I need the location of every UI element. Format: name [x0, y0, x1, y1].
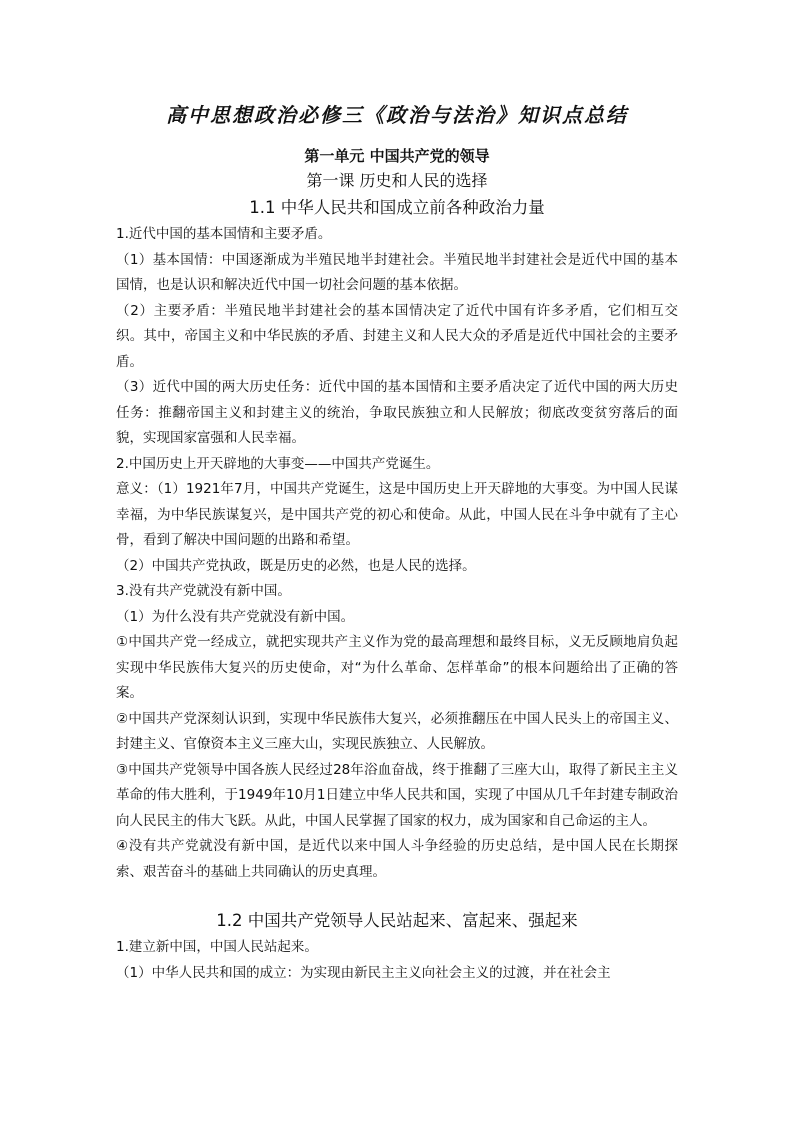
paragraph: ①中国共产党一经成立，就把实现共产主义作为党的最高理想和最终目标，义无反顾地肩负起实现中华民族伟大复兴的历史使命，对“为什么革命、怎样革命”的根本问题给出了正确的答案。	[116, 634, 678, 701]
paragraph: 3.没有共产党就没有新中国。	[116, 583, 291, 599]
paragraph: ②中国共产党深刻认识到，实现中华民族伟大复兴，必须推翻压在中国人民头上的帝国主义、封建主义、官僚资本主义三座大山，实现民族独立、人民解放。	[116, 710, 678, 752]
paragraph: （1）为什么没有共产党就没有新中国。	[116, 608, 355, 625]
document-title: 高中思想政治必修三《政治与法治》知识点总结	[166, 103, 628, 127]
paragraph: 2.中国历史上开天辟地的大事变——中国共产党诞生。	[116, 455, 440, 472]
paragraph: （1）中华人民共和国的成立：为实现由新民主主义向社会主义的过渡，并在社会主	[116, 964, 611, 981]
document-content	[116, 98, 678, 986]
paragraph: （1）基本国情：中国逐渐成为半殖民地半封建社会。半殖民地半封建社会是近代中国的基本国情，也是认识和解决近代中国一切社会问题的基本依据。	[116, 251, 678, 293]
paragraph: ③中国共产党领导中国各族人民经过28年浴血奋战，终于推翻了三座大山，取得了新民主主义革命的伟大胜利，于1949年10月1日建立中华人民共和国，实现了中国从几千年封建专制政治向人民民主的伟大飞跃。从此，中国人民掌握了国家的权力，成为国家和自己命运的主人。	[116, 761, 678, 829]
paragraph: 1.近代中国的基本国情和主要矛盾。	[116, 226, 332, 242]
paragraph: 意义：（1）1921年7月，中国共产党诞生，这是中国历史上开天辟地的大事变。为中国人民谋幸福，为中华民族谋复兴，是中国共产党的初心和使命。从此，中国人民在斗争中就有了主心骨，看到了解决中国问题的出路和希望。	[116, 481, 678, 548]
unit-title: 第一单元 中国共产党的领导	[304, 147, 490, 165]
section-title-1-1: 1.1 中华人民共和国成立前各种政治力量	[249, 198, 545, 217]
paragraph: （2）中国共产党执政，既是历史的必然，也是人民的选择。	[116, 557, 476, 574]
paragraph: ④没有共产党就没有新中国，是近代以来中国人斗争经验的历史总结，是中国人民在长期探索、艰苦奋斗的基础上共同确认的历史真理。	[116, 838, 678, 880]
paragraph: （2）主要矛盾：半殖民地半封建社会的基本国情决定了近代中国有许多矛盾，它们相互交织。其中，帝国主义和中华民族的矛盾、封建主义和人民大众的矛盾是近代中国社会的主要矛盾。	[116, 302, 678, 370]
paragraph: 1.建立新中国，中国人民站起来。	[116, 939, 318, 955]
paragraph: （3）近代中国的两大历史任务：近代中国的基本国情和主要矛盾决定了近代中国的两大历史任务：推翻帝国主义和封建主义的统治，争取民族独立和人民解放；彻底改变贫穷落后的面貌，实现国家富强和人民幸福。	[116, 379, 678, 446]
lesson-title: 第一课 历史和人民的选择	[306, 171, 488, 190]
section-title-1-2: 1.2 中国共产党领导人民站起来、富起来、强起来	[216, 911, 578, 930]
